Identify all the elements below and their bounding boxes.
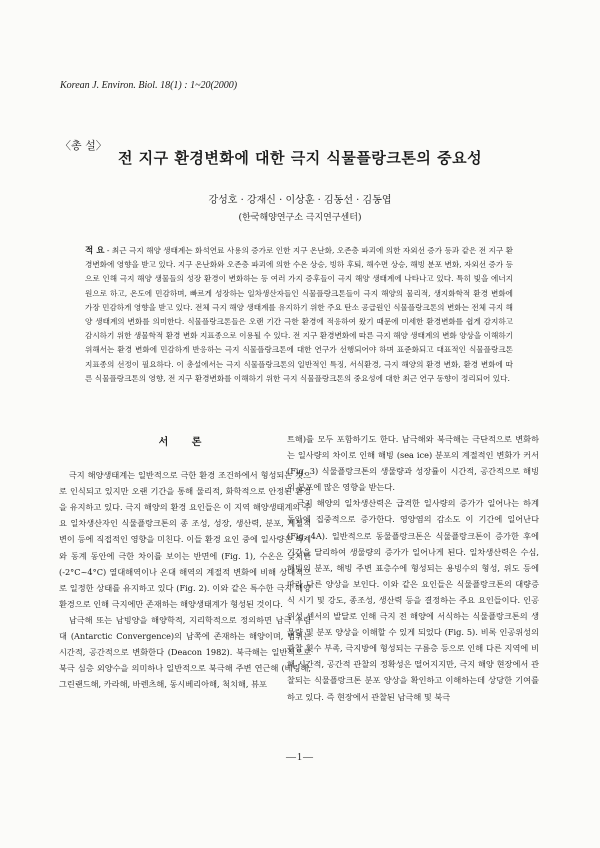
abstract: [85, 244, 513, 386]
left-paragraph-1: 극지 해양생태계는 일반적으로 극한 환경 조건하에서 형성되는 것으로 인식되고 있지만 오랜 기간을 통해 물리적, 화학적으로 안정된 환경을 유지하고 있다. 극지 해양의 환경 요인들은 이 지역 해양생태계의 주요 일차생산자인 식물플랑크톤의 종 조성, 성장, 생산력, 분포, 계절적 변이 등에 직접적인 영향을 미친다. 이들 환경 요인 중에 일사량은 하계와 동계 동안에 극한 차이를 보이는 반면에 (Fig. 1), 수온은 낮지만 (-2°C~4°C) 열대해역이나 온대 해역의 계절적 변화에 비해 상대적으로 일정한 상태를 유지하고 있다 (Fig. 2). 이와 같은 특수한 극지 해양 환경으로 인해 극지에만 존재하는 해양생태계가 형성된 것이다.: [59, 470, 311, 609]
section-heading: 서 론: [158, 437, 212, 448]
abstract-label: 적 요: [85, 246, 105, 256]
paper-title: 전 지구 환경변화에 대한 극지 식물플랑크톤의 중요성: [117, 149, 483, 167]
left-column: [59, 428, 311, 692]
journal-header: Korean J. Environ. Biol. 18(1) : 1~20(2000): [60, 80, 238, 91]
right-column: [287, 431, 539, 705]
affiliation: (한국해양연구소 극지연구센터): [238, 213, 362, 223]
authors: 강성호 · 강재신 · 이상훈 · 김동선 · 김동엽: [208, 195, 392, 206]
left-paragraph-2: 남극해 또는 남빙양을 해양학적, 지리학적으로 정의하면 남극 수렴대 (Antarctic Convergence)의 남쪽에 존재하는 해양이며, 범위는 시간적, 공간적으로 변화한다 (Deacon 1982). 북극해는 일반적으로 북극 심층 외양수을 의미하나 일반적으로 북극해 주변 연근해 (베링해, 그린랜드해, 카라해, 바렌츠해, 동시베리아해, 척치해, 뷰포: [59, 614, 311, 690]
page-number: —1—: [286, 752, 314, 763]
right-paragraph-1: 트해)를 모두 포함하기도 한다. 남극해와 북극해는 극단적으로 변화하는 일사량의 차이로 인해 해빙 (sea ice) 분포의 계절적인 변화가 커서 (Fig. 3) 식물플랑크톤의 생물량과 성장률이 시간적, 공간적으로 해빙의 분포에 많은 영향을 받는다.: [287, 434, 539, 493]
abstract-text: - 최근 극지 해양 생태계는 화석연료 사용의 증가로 인한 지구 온난화, 오존층 파괴에 의한 자외선 증가 등과 같은 전 지구 환경변화에 영향을 받고 있다. 지구 온난화와 오존층 파괴에 의한 수온 상승, 빙하 후퇴, 해수면 상승, 해빙 분포 변화, 자외선 증가 등으로 인해 극지 해양 생물들의 성장 환경이 변화하는 등 여러 가지 증후들이 극지 해양 생태계에 나타나고 있다. 특히 빛을 에너지원으로 하고, 온도에 민감하며, 빠르게 성장하는 일차생산자들인 식물플랑크톤들이 극지 해양의 물리적, 생지화학적 환경 변화에 가장 민감하게 영향을 받고 있다. 전체 극지 해양 생태계를 유지하기 위한 주요 탄소 공급원인 식물플랑크톤의 변화는 전체 극지 해양 생태계의 변화를 의미한다. 식물플랑크톤들은 오랜 기간 극한 환경에 적응하여 왔기 때문에 미세한 환경변화를 쉽게 감지하고 감시하기 위한 생물학적 환경 변화 지표종으로 이용될 수 있다. 전 지구 환경변화에 따른 극지 해양 생태계의 변화 양상을 이해하기 위해서는 환경 변화에 민감하게 반응하는 극지 식물플랑크톤에 대한 연구가 선행되어야 하며 표준화되고 대표적인 식물플랑크톤 지표종의 선정이 필요하다. 이 총설에서는 극지 식물플랑크톤의 일반적인 특징, 서식환경, 극지 해양의 환경 변화, 환경 변화에 따른 식물플랑크톤의 영향, 전 지구 환경변화를 이해하기 위한 극지 식물플랑크톤의 중요성에 대한 최근 연구 동향이 정리되어 있다.: [85, 246, 513, 383]
article-category: 〈총 설〉: [60, 139, 107, 152]
right-paragraph-2: 극지 해양의 일차생산력은 급격한 일사량의 증가가 일어나는 하계 동안에 집중적으로 증가한다. 영양염의 감소도 이 기간에 일어난다 (Fig. 4A). 일반적으로 동물플랑크톤은 식물플랑크톤이 증가한 후에 기간을 달리하여 생물량의 증가가 일어나게 된다. 일차생산력은 수심, 해빙의 분포, 해빙 주변 표층수에 형성되는 용빙수의 형성, 위도 등에 따라 다른 양상을 보인다. 이와 같은 요인들은 식물플랑크톤의 대량증식 시기 및 강도, 종조성, 생산력 등을 결정하는 주요 요인들이다. 인공위성 센서의 발달로 인해 극지 전 해양에 서식하는 식물플랑크톤의 생물량 및 분포 양상을 이해할 수 있게 되었다 (Fig. 5). 비록 인공위성의 관찰 횟수 부족, 극지방에 형성되는 구름층 등으로 인해 다른 지역에 비해 시간적, 공간적 관찰의 정확성은 떨어지지만, 극지 해양 현장에서 관찰되는 식물플랑크톤 분포 양상을 확인하고 이해하는데 상당한 기여를 하고 있다. 즉 현장에서 관찰된 남극해 및 북극: [287, 498, 539, 702]
